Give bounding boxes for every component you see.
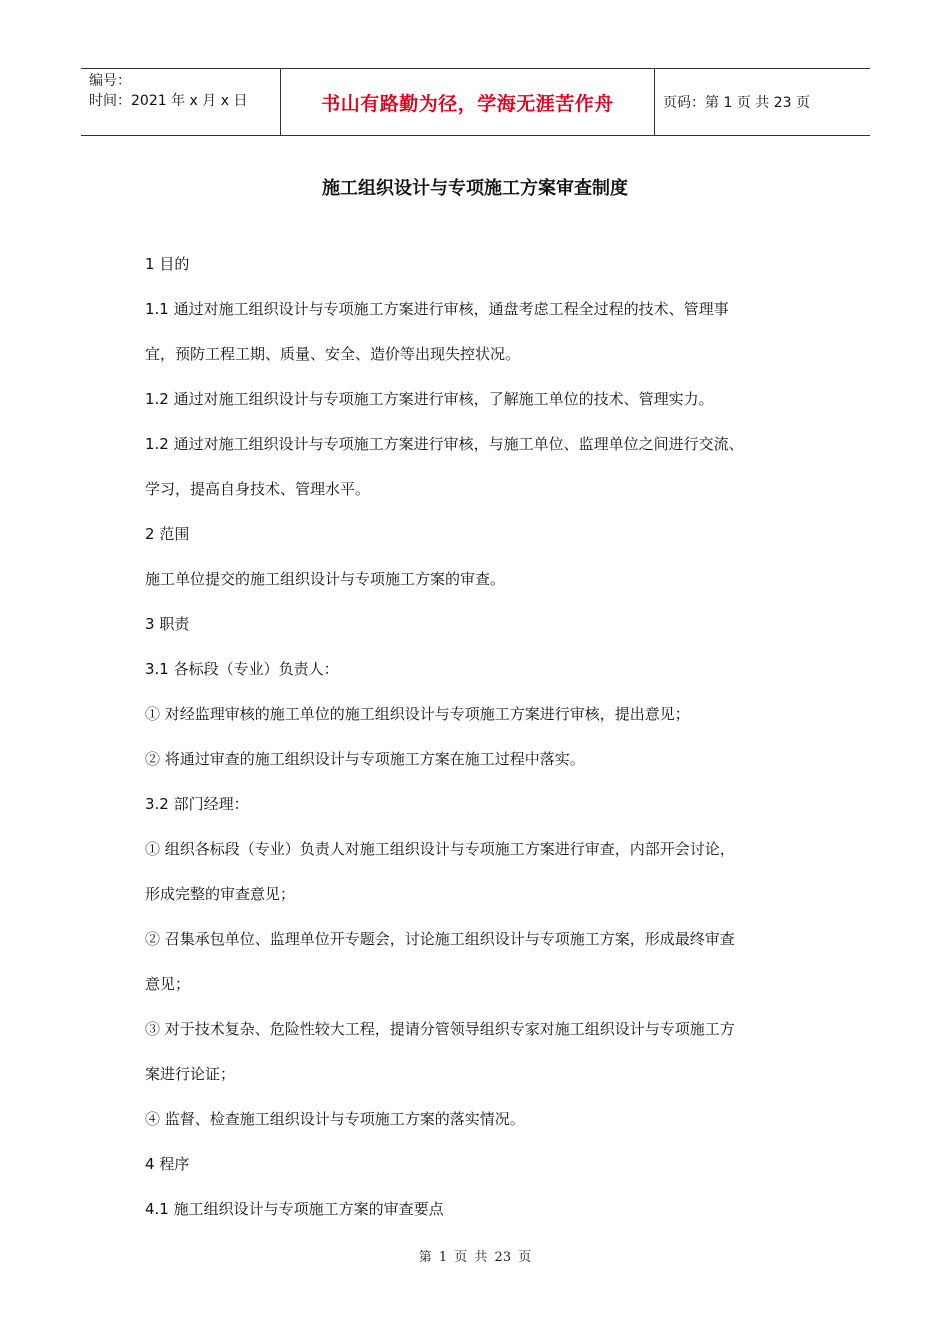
line-text: 部门经理： bbox=[168, 795, 249, 813]
body-line bbox=[145, 1104, 825, 1149]
body-line bbox=[145, 474, 825, 519]
section-number: 1.1 bbox=[145, 300, 169, 318]
line-text: ④ 监督、检查施工组织设计与专项施工方案的落实情况。 bbox=[145, 1110, 525, 1128]
body-line bbox=[145, 1014, 825, 1059]
header-motto: 书山有路勤为径，学海无涯苦作舟 bbox=[321, 92, 614, 115]
body-line bbox=[145, 654, 825, 699]
header-motto-cell bbox=[281, 69, 655, 135]
body-line bbox=[145, 429, 825, 474]
document-number-label: 编号： bbox=[89, 73, 131, 89]
page-footer: 第 1 页 共 23 页 bbox=[418, 1250, 532, 1265]
section-number: 1.2 bbox=[145, 435, 169, 453]
line-text: 形成完整的审查意见； bbox=[145, 885, 296, 903]
line-text: 范围 bbox=[154, 525, 190, 543]
body-line bbox=[145, 519, 825, 564]
body-line bbox=[145, 294, 825, 339]
line-text: 案进行论证； bbox=[145, 1065, 236, 1083]
line-text: 施工组织设计与专项施工方案的审查要点 bbox=[168, 1200, 444, 1218]
line-text: 职责 bbox=[154, 615, 190, 633]
section-number: 4.1 bbox=[145, 1200, 169, 1218]
body-line bbox=[145, 339, 825, 384]
body-line bbox=[145, 1149, 825, 1194]
section-number: 1 bbox=[145, 255, 155, 273]
line-text: 通过对施工组织设计与专项施工方案进行审核，了解施工单位的技术、管理实力。 bbox=[168, 390, 714, 408]
body-line bbox=[145, 609, 825, 654]
body-line bbox=[145, 834, 825, 879]
line-text: 通过对施工组织设计与专项施工方案进行审核，通盘考虑工程全过程的技术、管理事 bbox=[168, 300, 729, 318]
body-line bbox=[145, 699, 825, 744]
document-date: 时间：2021 年 x 月 x 日 bbox=[89, 93, 248, 109]
body-line bbox=[145, 924, 825, 969]
document-body bbox=[145, 249, 825, 1239]
body-line bbox=[145, 1194, 825, 1239]
header-page-info: 页码：第 1 页 共 23 页 bbox=[663, 95, 810, 111]
body-line bbox=[145, 384, 825, 429]
body-line bbox=[145, 879, 825, 924]
line-text: ① 对经监理审核的施工单位的施工组织设计与专项施工方案进行审核，提出意见； bbox=[145, 705, 690, 723]
line-text: 施工单位提交的施工组织设计与专项施工方案的审查。 bbox=[145, 570, 506, 588]
line-text: 意见； bbox=[145, 975, 191, 993]
section-number: 3.1 bbox=[145, 660, 169, 678]
body-line bbox=[145, 249, 825, 294]
body-line bbox=[145, 969, 825, 1014]
header-meta-cell bbox=[81, 69, 281, 135]
line-text: 程序 bbox=[154, 1155, 190, 1173]
document-header bbox=[81, 68, 870, 136]
section-number: 3 bbox=[145, 615, 155, 633]
section-number: 4 bbox=[145, 1155, 155, 1173]
line-text: 各标段（专业）负责人： bbox=[168, 660, 339, 678]
section-number: 2 bbox=[145, 525, 155, 543]
body-line bbox=[145, 1059, 825, 1104]
section-number: 3.2 bbox=[145, 795, 169, 813]
line-text: ② 召集承包单位、监理单位开专题会，讨论施工组织设计与专项施工方案，形成最终审查 bbox=[145, 930, 735, 948]
line-text: 通过对施工组织设计与专项施工方案进行审核，与施工单位、监理单位之间进行交流、 bbox=[168, 435, 744, 453]
body-line bbox=[145, 744, 825, 789]
line-text: ② 将通过审查的施工组织设计与专项施工方案在施工过程中落实。 bbox=[145, 750, 585, 768]
header-page-cell bbox=[655, 69, 870, 135]
line-text: 学习，提高自身技术、管理水平。 bbox=[145, 480, 371, 498]
line-text: ③ 对于技术复杂、危险性较大工程，提请分管领导组织专家对施工组织设计与专项施工方 bbox=[145, 1020, 735, 1038]
body-line bbox=[145, 789, 825, 834]
line-text: 目的 bbox=[154, 255, 190, 273]
document-title: 施工组织设计与专项施工方案审查制度 bbox=[322, 178, 628, 199]
body-line bbox=[145, 564, 825, 609]
section-number: 1.2 bbox=[145, 390, 169, 408]
line-text: ① 组织各标段（专业）负责人对施工组织设计与专项施工方案进行审查，内部开会讨论， bbox=[145, 840, 735, 858]
line-text: 宜，预防工程工期、质量、安全、造价等出现失控状况。 bbox=[145, 345, 521, 363]
